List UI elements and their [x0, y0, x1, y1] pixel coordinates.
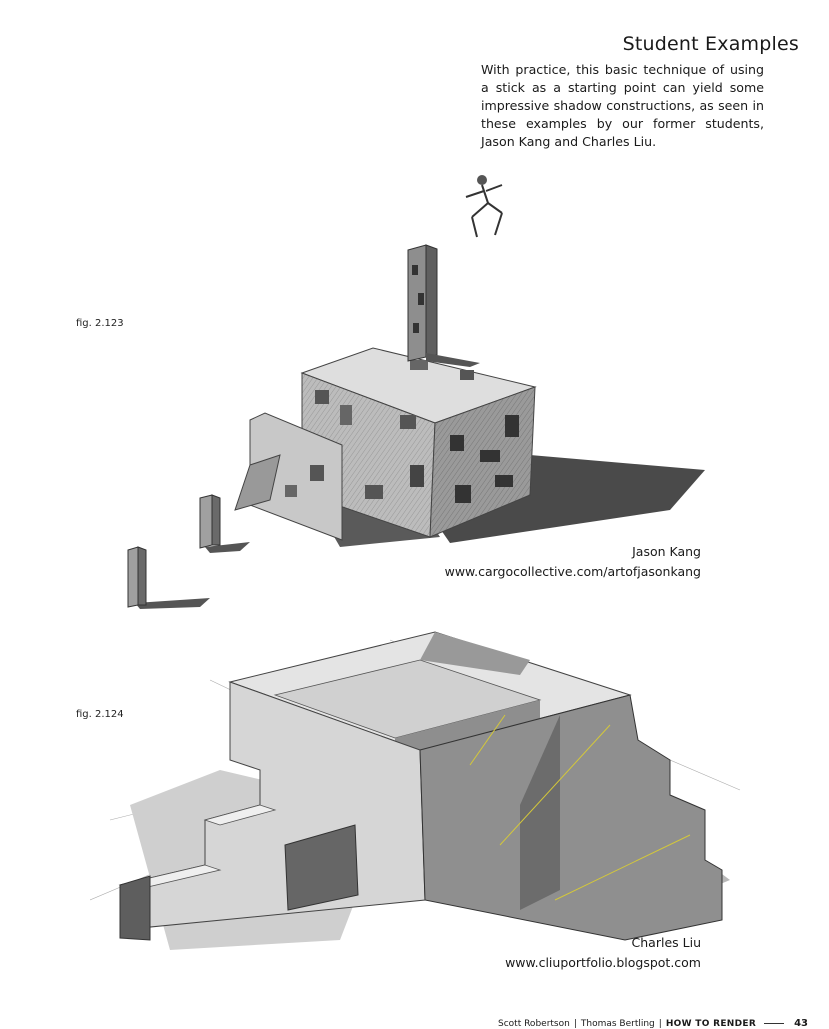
footer-separator: |: [658, 1018, 662, 1029]
credit-charles-liu: [505, 933, 701, 973]
credit-jason-kang: [445, 542, 701, 582]
artist-url: www.cliuportfolio.blogspot.com: [505, 955, 701, 970]
intro-paragraph: With practice, this basic technique of using a stick as a starting point can yield some impressive shadow constructions, as seen in these examples by our former students, Jason Kang and Charles Liu.: [481, 62, 764, 149]
artist-name: Charles Liu: [631, 935, 701, 950]
page-title: Student Examples: [622, 32, 799, 55]
artist-url: www.cargocollective.com/artofjasonkang: [444, 564, 701, 579]
footer-separator: |: [573, 1018, 577, 1029]
figure-label: fig. 2.124: [76, 709, 124, 720]
page-number: 43: [794, 1018, 808, 1029]
figure-2-124-drawing: [90, 620, 750, 960]
artist-name: Jason Kang: [632, 544, 701, 559]
figure-person: [466, 175, 502, 237]
footer-author: Scott Robertson: [498, 1018, 570, 1029]
footer-author: Thomas Bertling: [580, 1018, 655, 1029]
figure-label: fig. 2.123: [76, 318, 124, 329]
footer-book-title: HOW TO RENDER: [665, 1018, 757, 1029]
